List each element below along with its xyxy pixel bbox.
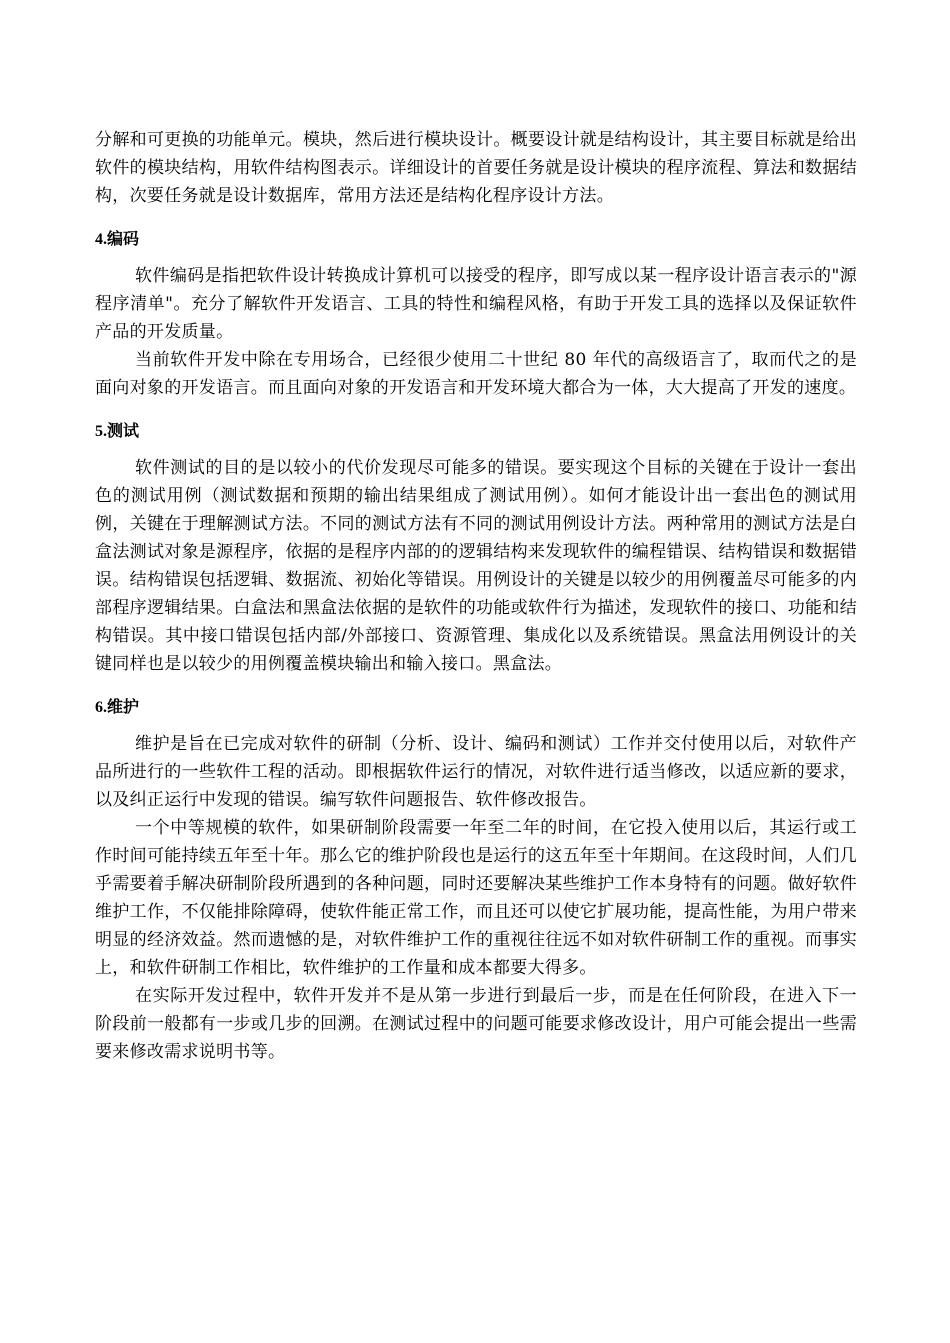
heading-number: 4. xyxy=(95,231,107,248)
paragraph-coding-2: 当前软件开发中除在专用场合，已经很少使用二十世纪 80 年代的高级语言了，取而代之的是面向对象的开发语言。而且面向对象的开发语言和开发环境大都合为一体，大大提高了开发的速度。 xyxy=(95,350,857,398)
heading-number: 6. xyxy=(95,699,107,716)
paragraph-maintenance-1: 维护是旨在已完成对软件的研制（分析、设计、编码和测试）工作并交付使用以后，对软件产品所进行的一些软件工程的活动。即根据软件运行的情况，对软件进行适当修改，以适应新的要求，以及纠正运行中发现的错误。编写软件问题报告、软件修改报告。 xyxy=(95,734,857,810)
heading-number: 5. xyxy=(95,423,107,440)
paragraph-coding-1: 软件编码是指把软件设计转换成计算机可以接受的程序，即写成以某一程序设计语言表示的"源程序清单"。充分了解软件开发语言、工具的特性和编程风格，有助于开发工具的选择以及保证软件产品的开发质量。 xyxy=(95,266,857,342)
paragraph-testing-1: 软件测试的目的是以较小的代价发现尽可能多的错误。要实现这个目标的关键在于设计一套出色的测试用例（测试数据和预期的输出结果组成了测试用例）。如何才能设计出一套出色的测试用例，关键在于理解测试方法。不同的测试方法有不同的测试用例设计方法。两种常用的测试方法是白盒法测试对象是源程序，依据的是程序内部的的逻辑结构来发现软件的编程错误、结构错误和数据错误。结构错误包括逻辑、数据流、初始化等错误。用例设计的关键是以较少的用例覆盖尽可能多的内部程序逻辑结果。白盒法和黑盒法依据的是软件的功能或软件行为描述，发现软件的接口、功能和结构错误。其中接口错误包括内部/外部接口、资源管理、集成化以及系统错误。黑盒法用例设计的关键同样也是以较少的用例覆盖模块输出和输入接口。黑盒法。 xyxy=(95,458,857,674)
heading-coding xyxy=(95,227,857,252)
paragraph-maintenance-3: 在实际开发过程中，软件开发并不是从第一步进行到最后一步，而是在任何阶段，在进入下一阶段前一般都有一步或几步的回溯。在测试过程中的问题可能要求修改设计，用户可能会提出一些需要来修改需求说明书等。 xyxy=(95,986,857,1062)
heading-testing xyxy=(95,419,857,444)
paragraph-design-continued: 分解和可更换的功能单元。模块，然后进行模块设计。概要设计就是结构设计，其主要目标就是给出软件的模块结构，用软件结构图表示。详细设计的首要任务就是设计模块的程序流程、算法和数据结构，次要任务就是设计数据库，常用方法还是结构化程序设计方法。 xyxy=(95,130,857,206)
heading-maintenance xyxy=(95,695,857,720)
heading-label: 维护 xyxy=(107,697,140,716)
document-page xyxy=(95,126,857,1066)
paragraph-maintenance-2: 一个中等规模的软件，如果研制阶段需要一年至二年的时间，在它投入使用以后，其运行或工作时间可能持续五年至十年。那么它的维护阶段也是运行的这五年至十年期间。在这段时间，人们几乎需要着手解决研制阶段所遇到的各种问题，同时还要解决某些维护工作本身特有的问题。做好软件维护工作，不仅能排除障碍，使软件能正常工作，而且还可以使它扩展功能，提高性能，为用户带来明显的经济效益。然而遗憾的是，对软件维护工作的重视往往远不如对软件研制工作的重视。而事实上，和软件研制工作相比，软件维护的工作量和成本都要大得多。 xyxy=(95,818,857,978)
heading-label: 编码 xyxy=(107,229,140,248)
heading-label: 测试 xyxy=(107,421,140,440)
